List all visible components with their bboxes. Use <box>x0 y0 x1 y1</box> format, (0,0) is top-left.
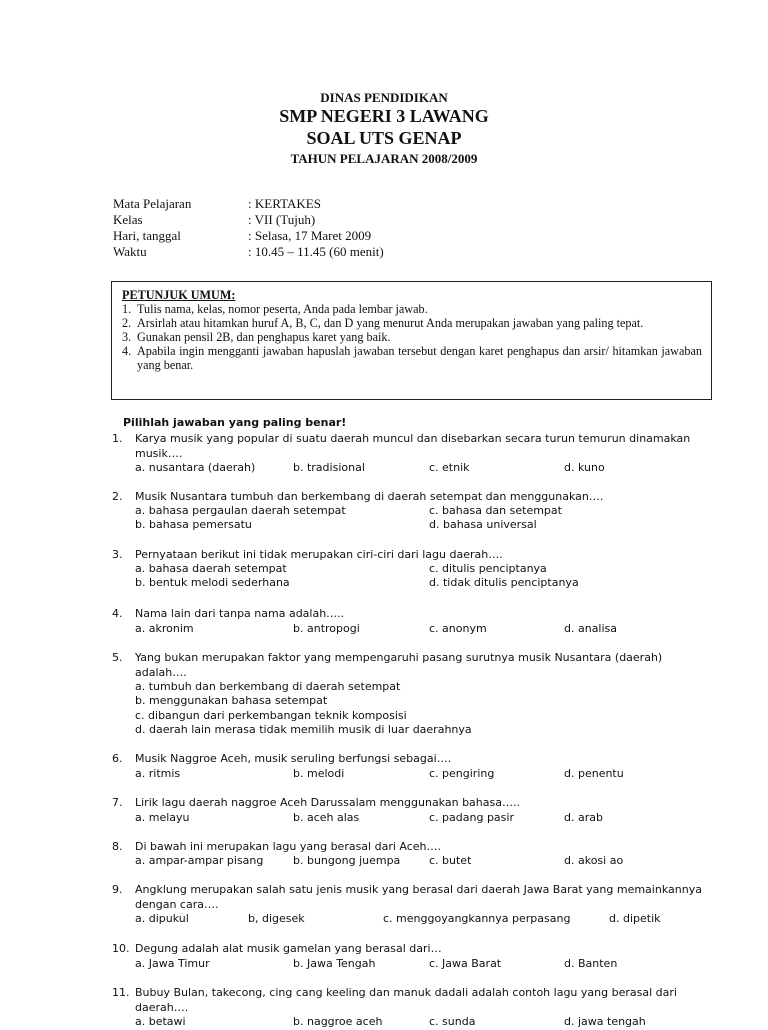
answer-option[interactable]: d. kuno <box>564 461 605 474</box>
question-number: 11. <box>112 986 130 999</box>
answer-option[interactable]: c. Jawa Barat <box>429 957 502 970</box>
instruction-item <box>122 316 702 330</box>
answer-option[interactable]: a. Jawa Timur <box>135 957 210 970</box>
answer-option[interactable]: d. Banten <box>564 957 618 970</box>
answer-option[interactable]: d. akosi ao <box>564 854 624 867</box>
instruction-number: 2. <box>122 316 132 330</box>
info-label: Mata Pelajaran <box>113 196 192 211</box>
question-text: Karya musik yang popular di suatu daerah muncul dan disebarkan secara turun temurun dinamakan musik…. <box>135 432 691 460</box>
answer-option[interactable]: c. bahasa dan setempat <box>429 504 562 517</box>
instruction-number: 1. <box>122 302 132 316</box>
instructions-box <box>111 281 712 400</box>
info-value: : 10.45 – 11.45 (60 menit) <box>248 244 384 259</box>
info-label: Hari, tanggal <box>113 228 181 243</box>
year-heading: TAHUN PELAJARAN 2008/2009 <box>290 151 478 166</box>
question-number: 1. <box>112 432 123 445</box>
answer-option[interactable]: d. dipetik <box>609 912 661 925</box>
answer-option[interactable]: d. jawa tengah <box>564 1015 646 1028</box>
info-label: Kelas <box>113 212 143 227</box>
answer-option[interactable]: a. akronim <box>135 622 194 635</box>
answer-option[interactable]: c. pengiring <box>429 767 495 780</box>
question-number: 5. <box>112 651 123 664</box>
answer-option[interactable]: d. daerah lain merasa tidak memilih musik di luar daerahnya <box>135 723 472 736</box>
answer-option[interactable]: b. antropogi <box>293 622 360 635</box>
answer-option[interactable]: c. butet <box>429 854 472 867</box>
answer-option[interactable]: c. sunda <box>429 1015 476 1028</box>
question-number: 9. <box>112 883 123 896</box>
answer-option[interactable]: d. bahasa universal <box>429 518 537 531</box>
school-heading: SMP NEGERI 3 LAWANG <box>279 106 489 126</box>
instruction-item <box>122 344 702 372</box>
agency-heading: DINAS PENDIDIKAN <box>320 90 448 105</box>
instructions-title: PETUNJUK UMUM: <box>122 288 236 302</box>
answer-option[interactable]: b. bentuk melodi sederhana <box>135 576 290 589</box>
info-value: : VII (Tujuh) <box>248 212 316 227</box>
answer-option[interactable]: b. Jawa Tengah <box>293 957 376 970</box>
info-value: : KERTAKES <box>248 196 321 211</box>
answer-option[interactable]: b. aceh alas <box>293 811 360 824</box>
answer-option[interactable]: d. arab <box>564 811 603 824</box>
instruction-text: Apabila ingin mengganti jawaban hapuslah jawaban tersebut dengan karet penghapus dan arsir/ hitamkan jawaban yang benar. <box>137 344 702 372</box>
answer-option[interactable]: b. bahasa pemersatu <box>135 518 252 531</box>
question-text: Degung adalah alat musik gamelan yang berasal dari… <box>135 942 442 955</box>
answer-option[interactable]: a. bahasa pergaulan daerah setempat <box>135 504 346 517</box>
instruction-number: 3. <box>122 330 132 344</box>
question-number: 4. <box>112 607 123 620</box>
question-text: Pernyataan berikut ini tidak merupakan ciri-ciri dari lagu daerah…. <box>135 548 503 561</box>
instruction-text: Gunakan pensil 2B, dan penghapus karet yang baik. <box>137 330 391 344</box>
question-number: 10. <box>112 942 130 955</box>
question-text: Musik Nusantara tumbuh dan berkembang di daerah setempat dan menggunakan…. <box>135 490 604 503</box>
info-value: : Selasa, 17 Maret 2009 <box>248 228 372 243</box>
answer-option[interactable]: b. naggroe aceh <box>293 1015 383 1028</box>
question-text: Nama lain dari tanpa nama adalah….. <box>135 607 345 620</box>
question-text: Yang bukan merupakan faktor yang mempengaruhi pasang surutnya musik Nusantara (daerah) adalah…. <box>135 651 663 679</box>
answer-option[interactable]: b. bungong juempa <box>293 854 401 867</box>
question-text: Musik Naggroe Aceh, musik seruling berfungsi sebagai…. <box>135 752 452 765</box>
answer-option[interactable]: a. nusantara (daerah) <box>135 461 256 474</box>
answer-option[interactable]: a. bahasa daerah setempat <box>135 562 287 575</box>
answer-option[interactable]: d. tidak ditulis penciptanya <box>429 576 579 589</box>
answer-option[interactable]: c. dibangun dari perkembangan teknik komposisi <box>135 709 407 722</box>
answer-option[interactable]: a. ampar-ampar pisang <box>135 854 264 867</box>
section-title: Pilihlah jawaban yang paling benar! <box>123 416 347 429</box>
question-text: Lirik lagu daerah naggroe Aceh Darussalam menggunakan bahasa….. <box>135 796 520 809</box>
answer-option[interactable]: b. menggunakan bahasa setempat <box>135 694 328 707</box>
answer-option[interactable]: d. analisa <box>564 622 618 635</box>
answer-option[interactable]: c. menggoyangkannya perpasang <box>383 912 571 925</box>
answer-option[interactable]: a. ritmis <box>135 767 181 780</box>
answer-option[interactable]: b, digesek <box>248 912 305 925</box>
info-label: Waktu <box>113 244 147 259</box>
question-text: Di bawah ini merupakan lagu yang berasal dari Aceh…. <box>135 840 442 853</box>
instruction-item <box>122 302 702 316</box>
question-number: 8. <box>112 840 123 853</box>
instruction-number: 4. <box>122 344 132 358</box>
answer-option[interactable]: c. padang pasir <box>429 811 514 824</box>
exam-heading: SOAL UTS GENAP <box>306 128 462 148</box>
answer-option[interactable]: b. melodi <box>293 767 345 780</box>
instruction-item <box>122 330 702 344</box>
answer-option[interactable]: a. tumbuh dan berkembang di daerah setempat <box>135 680 401 693</box>
question-text: Bubuy Bulan, takecong, cing cang keeling dan manuk dadali adalah contoh lagu yang berasal dari daerah…. <box>135 986 677 1014</box>
instruction-text: Tulis nama, kelas, nomor peserta, Anda pada lembar jawab. <box>137 302 428 316</box>
instruction-text: Arsirlah atau hitamkan huruf A, B, C, dan D yang menurut Anda merupakan jawaban yang paling tepat. <box>137 316 644 330</box>
question-number: 7. <box>112 796 123 809</box>
answer-option[interactable]: c. etnik <box>429 461 470 474</box>
answer-option[interactable]: a. dipukul <box>135 912 189 925</box>
answer-option[interactable]: c. ditulis penciptanya <box>429 562 547 575</box>
answer-option[interactable]: b. tradisional <box>293 461 365 474</box>
answer-option[interactable]: d. penentu <box>564 767 624 780</box>
question-number: 2. <box>112 490 123 503</box>
answer-option[interactable]: a. betawi <box>135 1015 186 1028</box>
question-number: 6. <box>112 752 123 765</box>
question-number: 3. <box>112 548 123 561</box>
answer-option[interactable]: c. anonym <box>429 622 487 635</box>
answer-option[interactable]: a. melayu <box>135 811 190 824</box>
question-text: Angklung merupakan salah satu jenis musik yang berasal dari daerah Jawa Barat yang memainkannya dengan cara…. <box>135 883 702 911</box>
